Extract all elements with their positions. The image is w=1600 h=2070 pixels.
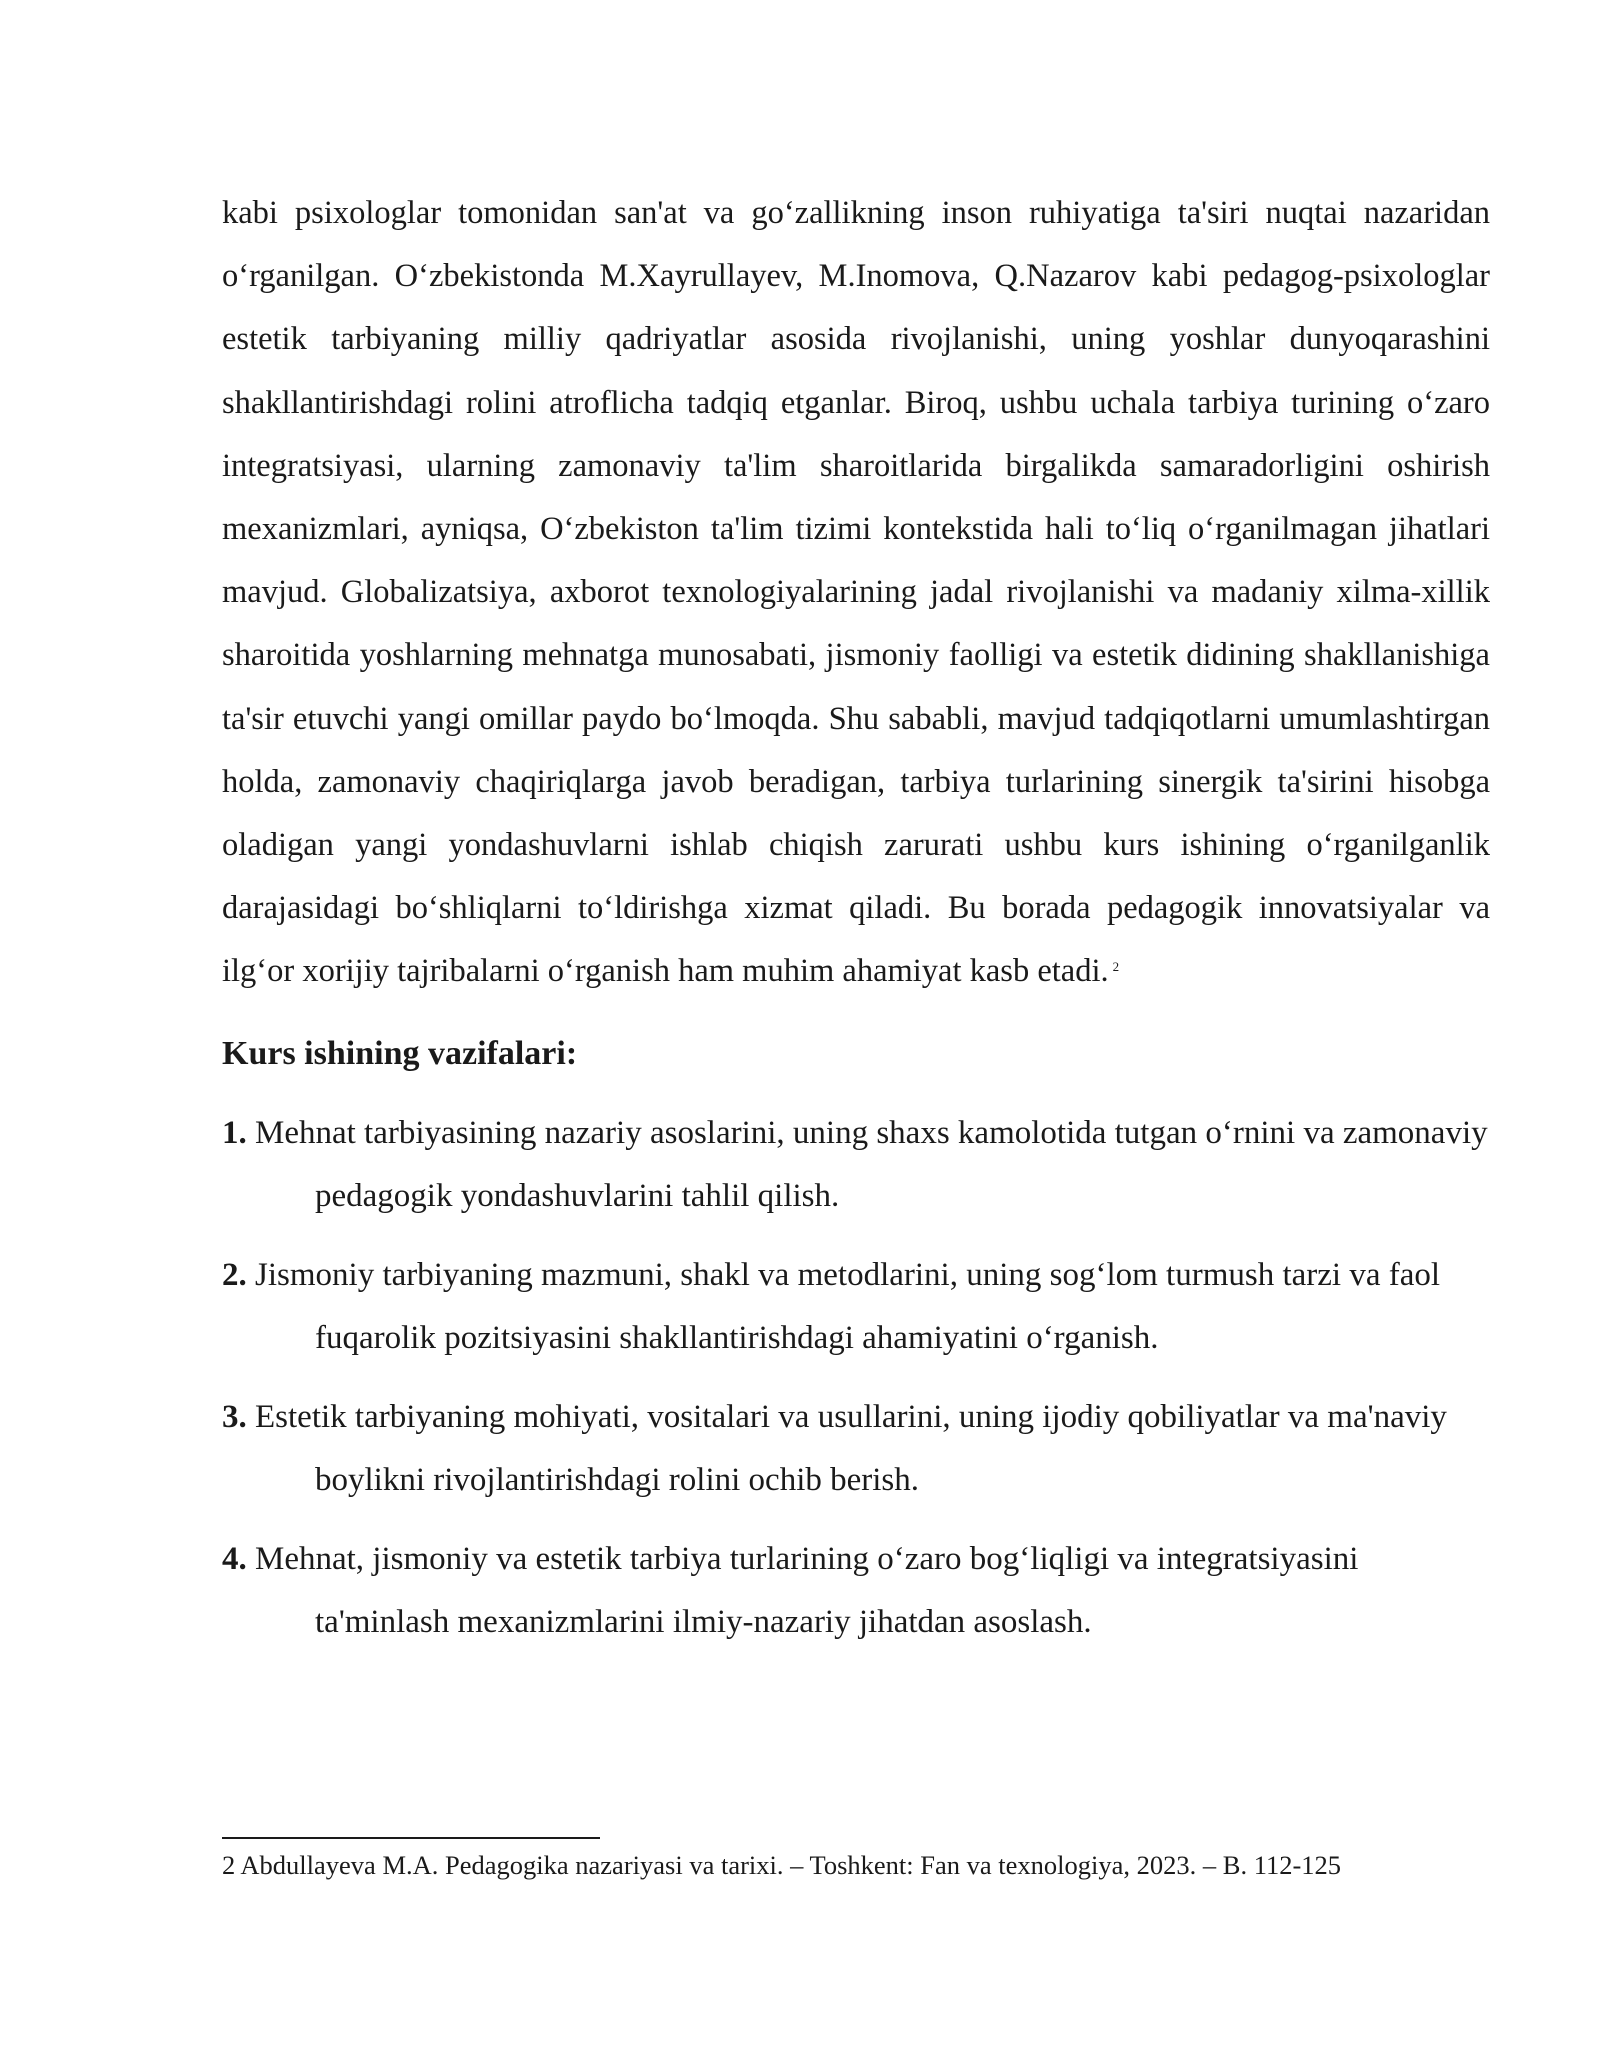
list-item (222, 1102, 1490, 1228)
footnote (222, 1848, 1522, 1882)
list-item-text: Mehnat tarbiyasining nazariy asoslarini, uning shaxs kamolotida tutgan o‘rnini va zamonaviy pedagogik yondashuvlarini tahlil qilish. (255, 1114, 1488, 1214)
footnote-text: Abdullayeva M.A. Pedagogika nazariyasi va tarixi. – Toshkent: Fan va texnologiya, 2023. – B. 112-125 (240, 1850, 1342, 1880)
list-item (222, 1386, 1490, 1512)
list-item-number: 2. (222, 1256, 247, 1293)
list-item-text: Mehnat, jismoniy va estetik tarbiya turlarining o‘zaro bog‘liqligi va integratsiyasini ta'minlash mexanizmlarini ilmiy-nazariy jihatdan asoslash. (255, 1540, 1359, 1640)
list-item-number: 1. (222, 1114, 247, 1151)
document-page (222, 182, 1490, 1670)
footnote-number: 2 (222, 1850, 236, 1880)
footnote-separator (222, 1837, 600, 1839)
section-heading: Kurs ishining vazifalari: (222, 1034, 578, 1072)
body-paragraph (222, 182, 1490, 1004)
list-item (222, 1244, 1490, 1370)
list-item-number: 4. (222, 1540, 247, 1577)
list-item (222, 1528, 1490, 1654)
footnote-reference[interactable]: 2 (1112, 959, 1120, 975)
list-item-text: Jismoniy tarbiyaning mazmuni, shakl va metodlarini, uning sog‘lom turmush tarzi va faol fuqarolik pozitsiyasini shakllantirishdagi ahamiyatini o‘rganish. (255, 1256, 1441, 1356)
body-paragraph-text: kabi psixologlar tomonidan san'at va go‘zallikning inson ruhiyatiga ta'siri nuqtai nazaridan o‘rganilgan. O‘zbekistonda M.Xayrullayev, M.Inomova, Q.Nazarov kabi pedagog-psixologlar estetik tarbiyaning milliy qadriyatlar asosida rivojlanishi, uning yoshlar dunyoqarashini shakllantirishdagi rolini atroflicha tadqiq etganlar. Biroq, ushbu uchala tarbiya turining o‘zaro integratsiyasi, ularning zamonaviy ta'lim sharoitlarida birgalikda samaradorligini oshirish mexanizmlari, ayniqsa, O‘zbekiston ta'lim tizimi kontekstida hali to‘liq o‘rganilmagan jihatlari mavjud. Globalizatsiya, axborot texnologiyalarining jadal rivojlanishi va madaniy xilma-xillik sharoitida yoshlarning mehnatga munosabati, jismoniy faolligi va estetik didining shakllanishiga ta'sir etuvchi yangi omillar paydo bo‘lmoqda. Shu sababli, mavjud tadqiqotlarni umumlashtirgan holda, zamonaviy chaqiriqlarga javob beradigan, tarbiya turlarining sinergik ta'sirini hisobga oladigan yangi yondashuvlarni ishlab chiqish zarurati ushbu kurs ishining o‘rganilganlik darajasidagi bo‘shliqlarni to‘ldirishga xizmat qiladi. Bu borada pedagogik innovatsiyalar va ilg‘or xorijiy tajribalarni o‘rganish ham muhim ahamiyat kasb etadi. (222, 195, 1490, 990)
list-item-text: Estetik tarbiyaning mohiyati, vositalari va usullarini, uning ijodiy qobiliyatlar va ma'naviy boylikni rivojlantirishdagi rolini ochib berish. (255, 1398, 1447, 1498)
list-item-number: 3. (222, 1398, 247, 1435)
task-list (222, 1102, 1490, 1654)
